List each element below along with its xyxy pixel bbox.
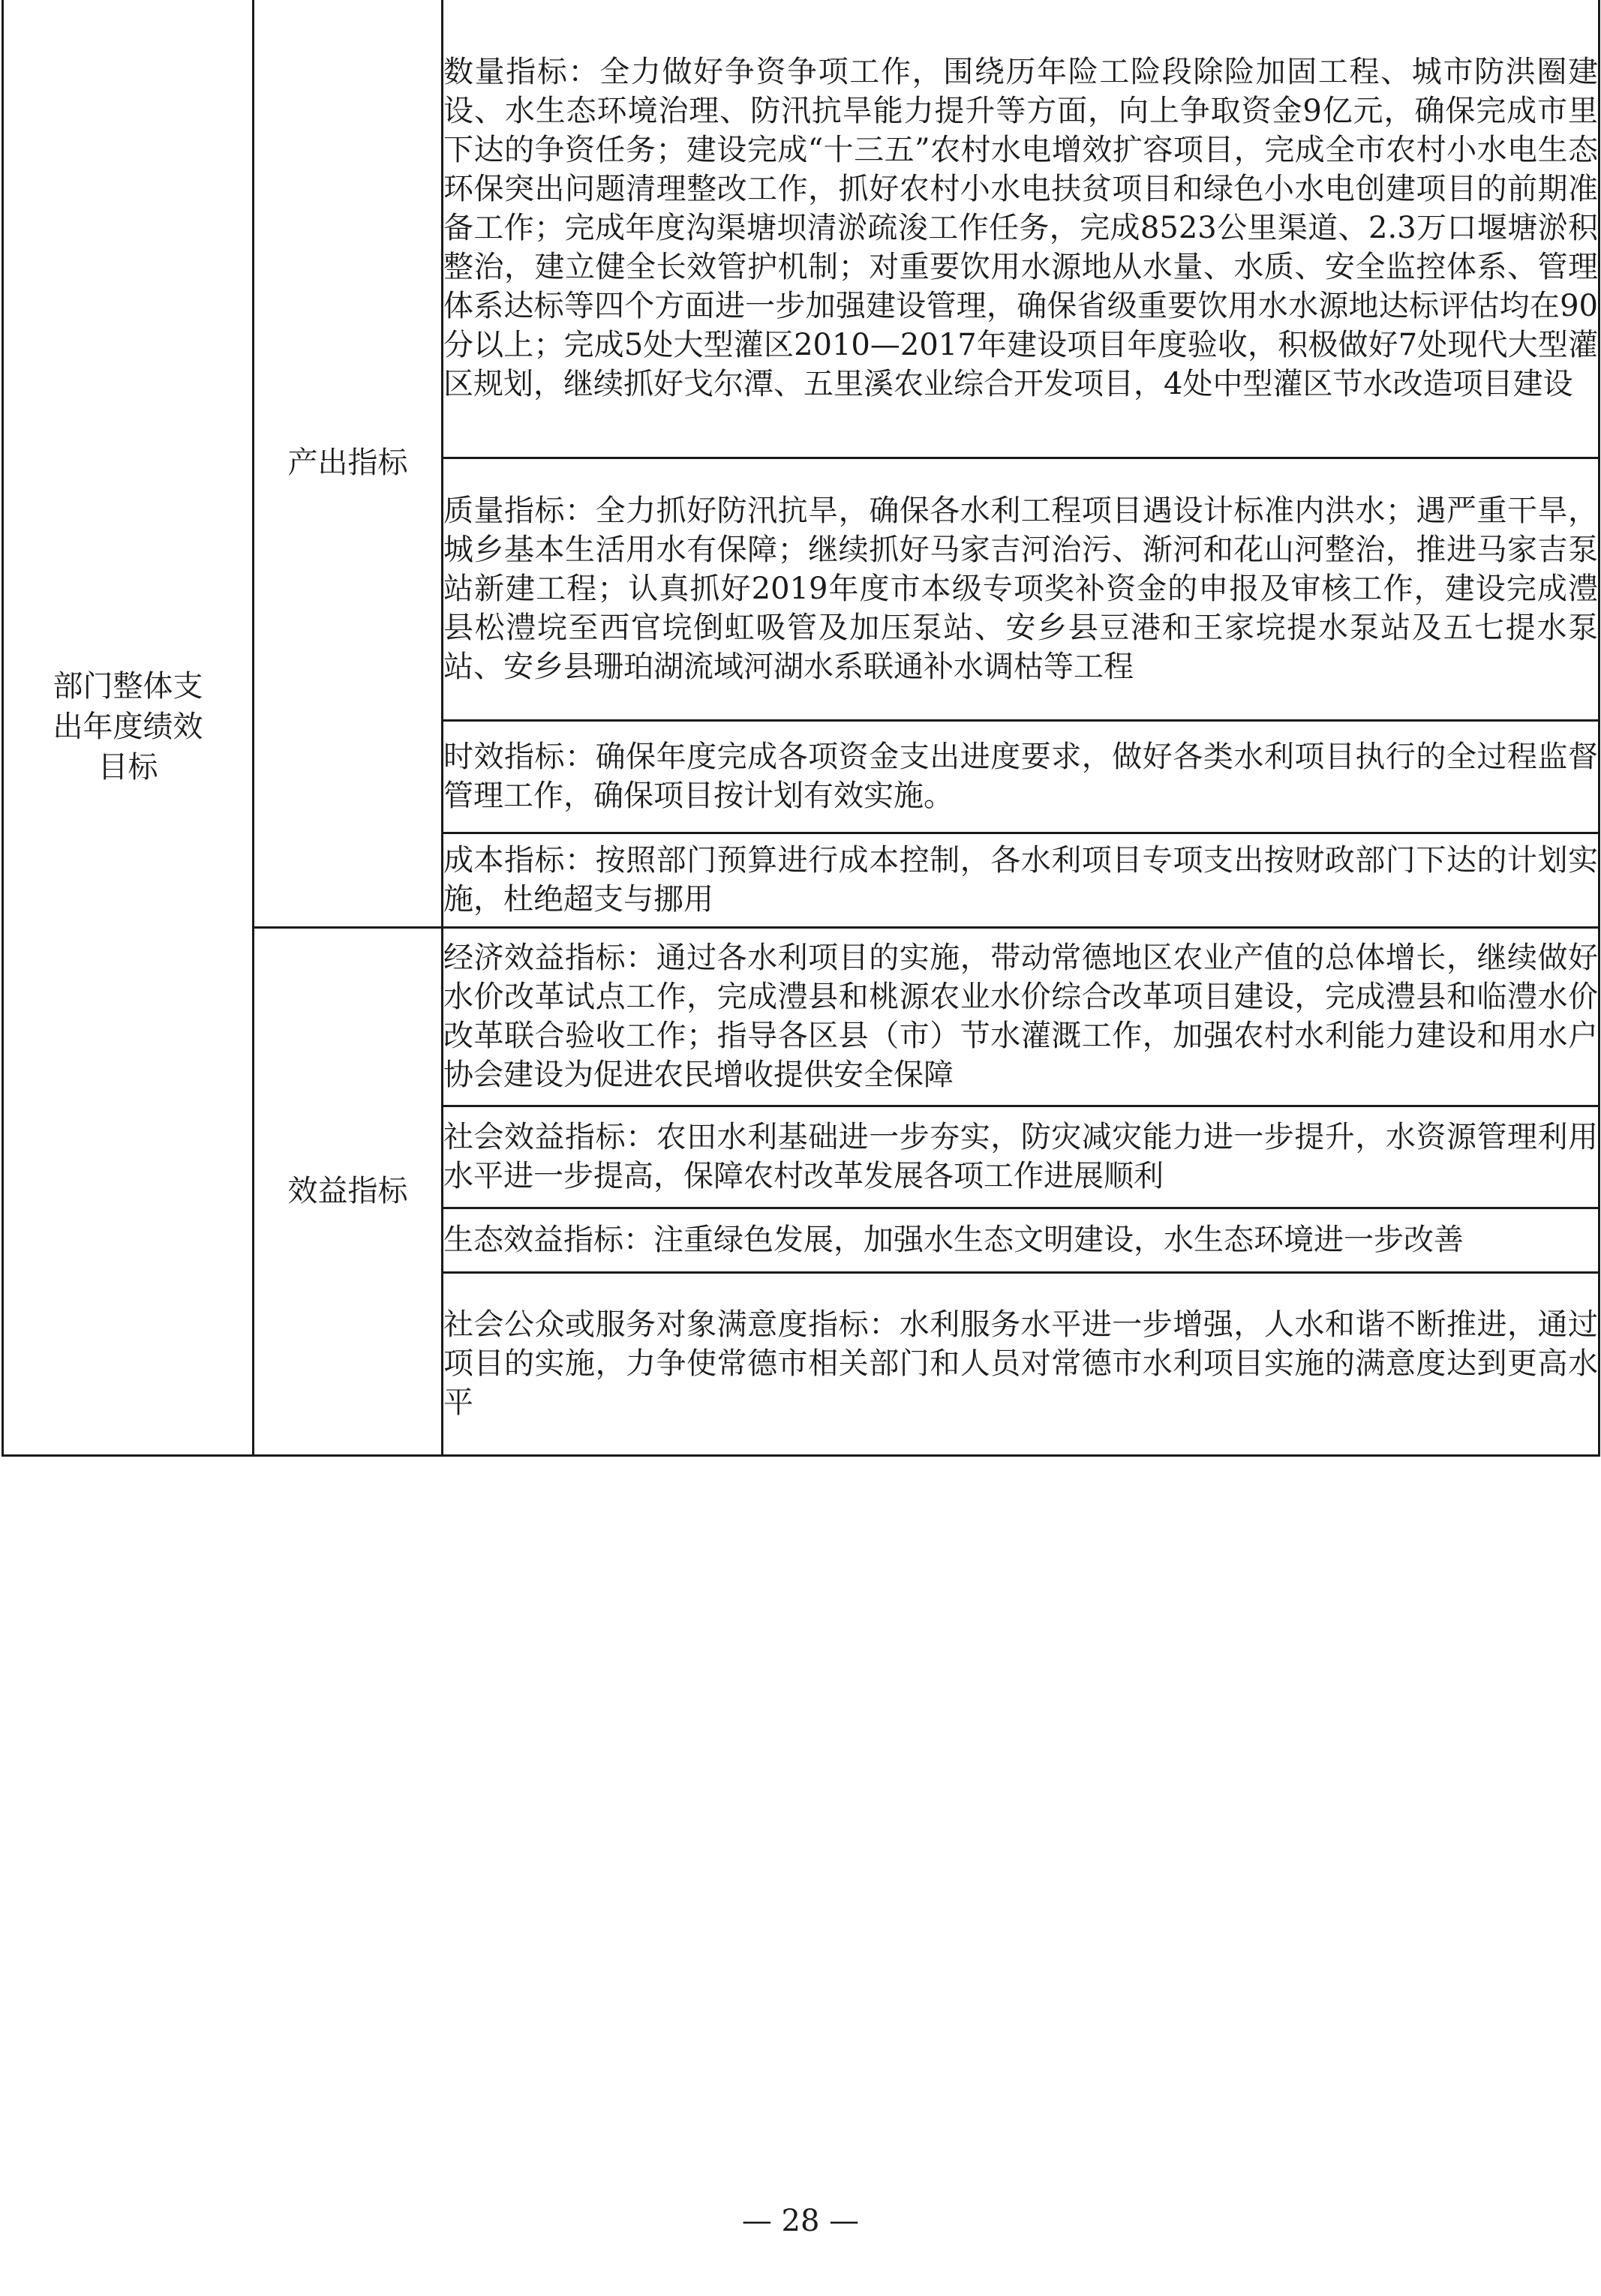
indicator-quality: 质量指标：全力抓好防汛抗旱，确保各水利工程项目遇设计标准内洪水；遇严重干旱，城乡基本生活用水有保障；继续抓好马家吉河治污、渐河和花山河整治，推进马家吉泵站新建工程；认真抓好2019年度市本级专项奖补资金的申报及审核工作，建设完成澧县松澧垸至西官垸倒虹吸管及加压泵站、安乡县豆港和王家垸提水泵站及五七提水泵站、安乡县珊珀湖流域河湖水系联通补水调枯等工程: [443, 458, 1599, 720]
indicator-satisfaction: 社会公众或服务对象满意度指标：水利服务水平进一步增强，人水和谐不断推进，通过项目的实施，力争使常德市相关部门和人员对常德市水利项目实施的满意度达到更高水平: [443, 1272, 1599, 1455]
category-label: 部门整体支出年度绩效目标: [53, 669, 203, 785]
group-cell-output: [254, 0, 443, 927]
indicator-economic: 经济效益指标：通过各水利项目的实施，带动常德地区农业产值的总体增长，继续做好水价改革试点工作，完成澧县和桃源农业水价综合改革项目建设，完成澧县和临澧水价改革联合验收工作；指导各区县（市）节水灌溉工作，加强农村水利能力建设和用水户协会建设为促进农民增收提供安全保障: [443, 927, 1599, 1106]
indicator-timeliness: 时效指标：确保年度完成各项资金支出进度要求，做好各类水利项目执行的全过程监督管理工作，确保项目按计划有效实施。: [443, 720, 1599, 833]
group-cell-benefit: [254, 927, 443, 1455]
indicator-quantity: 数量指标：全力做好争资争项工作，围绕历年险工险段除险加固工程、城市防洪圈建设、水生态环境治理、防汛抗旱能力提升等方面，向上争取资金9亿元，确保完成市里下达的争资任务；建设完成“十三五”农村水电增效扩容项目，完成全市农村小水电生态环保突出问题清理整改工作，抓好农村小水电扶贫项目和绿色小水电创建项目的前期准备工作；完成年度沟渠塘坝清淤疏浚工作任务，完成8523公里渠道、2.3万口堰塘淤积整治，建立健全长效管护机制；对重要饮用水源地从水量、水质、安全监控体系、管理体系达标等四个方面进一步加强建设管理，确保省级重要饮用水水源地达标评估均在90分以上；完成5处大型灌区2010—2017年建设项目年度验收，积极做好7处现代大型灌区规划，继续抓好戈尔潭、五里溪农业综合开发项目，4处中型灌区节水改造项目建设: [443, 0, 1599, 458]
indicator-cost: 成本指标：按照部门预算进行成本控制，各水利项目专项支出按财政部门下达的计划实施，杜绝超支与挪用: [443, 833, 1599, 927]
performance-goals-table: [2, 0, 1600, 1457]
indicator-ecological: 生态效益指标：注重绿色发展，加强水生态文明建设，水生态环境进一步改善: [443, 1208, 1599, 1272]
category-cell: [3, 0, 254, 1455]
indicator-social: 社会效益指标：农田水利基础进一步夯实，防灾减灾能力进一步提升，水资源管理利用水平进一步提高，保障农村改革发展各项工作进展顺利: [443, 1106, 1599, 1208]
group-label-output: 产出指标: [287, 446, 408, 481]
page-number: — 28 —: [741, 2204, 860, 2238]
group-label-benefit: 效益指标: [287, 1174, 408, 1208]
table-row: [3, 0, 1599, 458]
